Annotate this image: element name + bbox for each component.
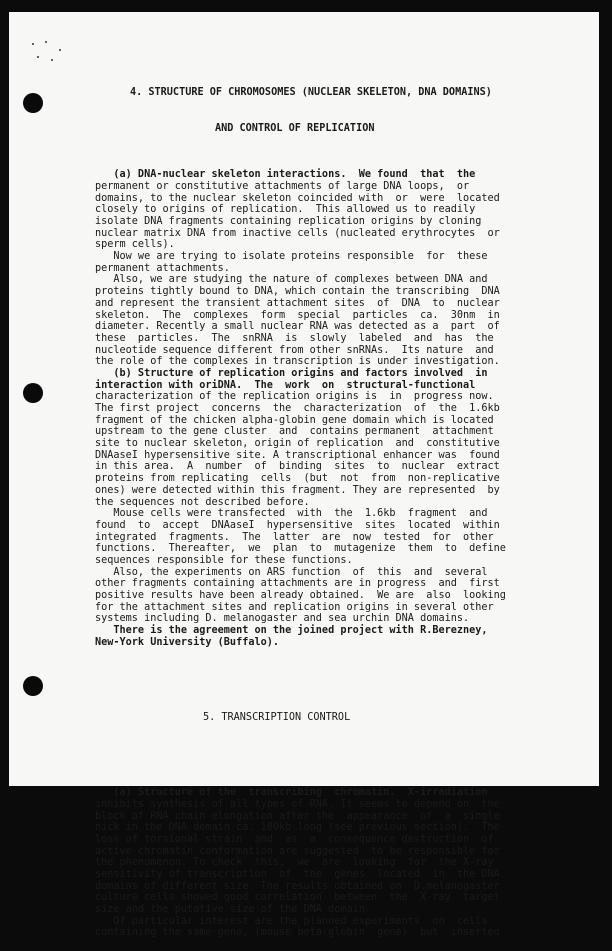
text-line: interaction with oriDNA. The work on structural-functional bbox=[95, 379, 476, 391]
section-5-body bbox=[95, 787, 555, 939]
punch-hole-middle bbox=[23, 383, 43, 403]
text-line: in this area. A number of binding sites to nuclear extract bbox=[95, 461, 500, 473]
text-line: found to accept DNAaseI hypersensitive sites located within bbox=[95, 519, 500, 531]
text-line: Mouse cells were transfected with the 1.6kb fragment and bbox=[95, 508, 488, 520]
text-line: culture cells showed good correlation between the X-ray target bbox=[95, 892, 500, 904]
text-line: the phenomenon. To check this, we are looking for the X-ray bbox=[95, 857, 494, 869]
section-5-heading: 5. TRANSCRIPTION CONTROL bbox=[203, 712, 351, 723]
text-line: permanent attachments. bbox=[95, 262, 230, 274]
text-line: characterization of the replication origins is in progress now. bbox=[95, 391, 494, 403]
text-line: fragment of the chicken alpha-globin gene domain which is located bbox=[95, 414, 494, 426]
body-text bbox=[95, 64, 555, 951]
section-4-subheading: AND CONTROL OF REPLICATION bbox=[215, 122, 375, 134]
text-line: sequences responsible for these functions. bbox=[95, 554, 353, 566]
text-line: inhibits synthesis of all types of RNA. It seems to depend on the bbox=[95, 798, 500, 810]
text-line: size and the putative size of the DNA domain. bbox=[95, 904, 372, 916]
text-line: diameter. Recently a small nuclear RNA was detected as a part of bbox=[95, 321, 500, 333]
text-line: loss of torsional strain and as a consequence destruction of bbox=[95, 833, 494, 845]
text-line: site to nuclear skeleton, origin of replication and constitutive bbox=[95, 438, 500, 450]
text-line: active chromatin conformation are suggested to be responsible for bbox=[95, 845, 500, 857]
text-line: integrated fragments. The latter are now tested for other bbox=[95, 531, 494, 543]
text-line: (a) Structure of the transcribing chromatin. X-irradiation bbox=[95, 787, 488, 799]
text-line: these particles. The snRNA is slowly labeled and has the bbox=[95, 332, 494, 344]
text-line: proteins from replicating cells (but not from non-replicative bbox=[95, 473, 500, 485]
text-line: sensitivity of transcription of the genes located in the DNA bbox=[95, 869, 500, 881]
text-line: Also, the experiments on ARS function of this and several bbox=[95, 566, 488, 578]
text-line: positive results have been already obtained. We are also looking bbox=[95, 590, 506, 602]
text-line: Now we are trying to isolate proteins responsible for these bbox=[95, 251, 488, 263]
text-line: block of RNA chain elongation after the appearance of a single bbox=[95, 810, 500, 822]
text-line: domains, to the nuclear skeleton coincided with or were located bbox=[95, 192, 500, 204]
text-line: DNAaseI hypersensitive site. A transcriptional enhancer was found bbox=[95, 449, 500, 461]
dust-speck bbox=[59, 49, 61, 51]
text-line: for the attachment sites and replication origins in several other bbox=[95, 601, 494, 613]
punch-hole-top bbox=[23, 93, 43, 113]
punch-hole-bottom bbox=[23, 676, 43, 696]
text-line: permanent or constitutive attachments of large DNA loops, or bbox=[95, 180, 470, 192]
text-line: nucleotide sequence different from other snRNAs. Its nature and bbox=[95, 344, 494, 356]
text-line: upstream to the gene cluster and contains permanent attachment bbox=[95, 426, 494, 438]
text-line: There is the agreement on the joined project with R.Berezney, bbox=[95, 625, 488, 637]
text-line: sperm cells). bbox=[95, 239, 175, 251]
text-line: domains of different size. The results obtained on D.melanogaster bbox=[95, 880, 500, 892]
text-line: The first project concerns the characterization of the 1.6kb bbox=[95, 403, 500, 415]
text-line: Of particular interest are the planned experiments on cells bbox=[95, 915, 488, 927]
text-line: the sequences not described before. bbox=[95, 496, 310, 508]
text-line: proteins tightly bound to DNA, which contain the transcribing DNA bbox=[95, 286, 500, 298]
text-line: containing the same gene, (mouse beta-globin gene) but inserted bbox=[95, 927, 500, 939]
text-line: other fragments containing attachments are in progress and first bbox=[95, 578, 500, 590]
text-line: nuclear matrix DNA from inactive cells (nucleated erythrocytes or bbox=[95, 227, 500, 239]
text-line: the role of the complexes in transcription is under investigation. bbox=[95, 356, 500, 368]
text-line: skeleton. The complexes form special particles ca. 30nm in bbox=[95, 309, 500, 321]
text-line: ones) were detected within this fragment. They are represented by bbox=[95, 484, 500, 496]
dust-speck bbox=[45, 41, 47, 43]
section-4-body bbox=[95, 169, 555, 648]
text-line: (b) Structure of replication origins and factors involved in bbox=[95, 367, 488, 379]
dust-speck bbox=[32, 43, 34, 45]
text-line: New-York University (Buffalo). bbox=[95, 636, 280, 648]
dust-speck bbox=[37, 56, 39, 58]
dust-speck bbox=[51, 59, 53, 61]
text-line: (a) DNA-nuclear skeleton interactions. We found that the bbox=[95, 169, 476, 181]
text-line: nick in the DNA domain ca. 100kb long (see previous section). The bbox=[95, 822, 500, 834]
text-line: closely to origins of replication. This allowed us to readily bbox=[95, 204, 476, 216]
text-line: systems including D. melanogaster and sea urchin DNA domains. bbox=[95, 613, 470, 625]
text-line: Also, we are studying the nature of complexes between DNA and bbox=[95, 274, 488, 286]
text-line: isolate DNA fragments containing replication origins by cloning bbox=[95, 216, 482, 228]
text-line: functions. Thereafter, we plan to mutagenize them to define bbox=[95, 543, 506, 555]
text-line: and represent the transient attachment sites of DNA to nuclear bbox=[95, 297, 500, 309]
section-4-heading: 4. STRUCTURE OF CHROMOSOMES (NUCLEAR SKELETON, DNA DOMAINS) bbox=[130, 87, 492, 99]
